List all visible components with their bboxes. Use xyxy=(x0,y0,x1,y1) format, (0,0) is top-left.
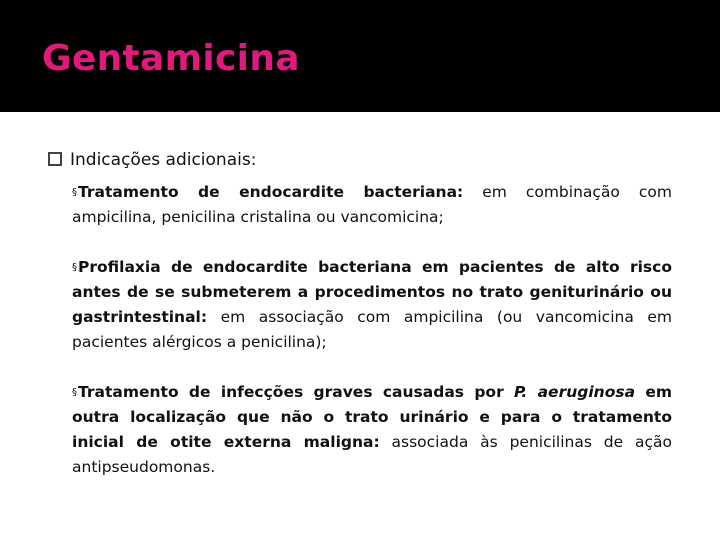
slide-title: Gentamicina xyxy=(42,38,300,79)
square-bullet-icon: § xyxy=(72,387,77,398)
item-bold-text: Tratamento de endocardite bacteriana: xyxy=(78,183,464,201)
checkbox-bullet-icon xyxy=(48,152,62,166)
item-italic-text: P. aeruginosa xyxy=(514,383,636,401)
item-text: em combinação com ampicilina, penicilina cristalina ou vancomicina; xyxy=(72,183,672,226)
item-text: em associação com ampicilina (ou vancomicina em pacientes alérgicos a penicilina); xyxy=(72,308,672,351)
title-band xyxy=(0,0,720,112)
item-bold-text: Tratamento de infecções graves causadas por xyxy=(78,383,515,401)
square-bullet-icon: § xyxy=(72,187,77,198)
item-text: associada às penicilinas de ação antipseudomonas. xyxy=(72,433,672,476)
bullet-list xyxy=(72,180,672,505)
heading xyxy=(48,150,256,170)
square-bullet-icon: § xyxy=(72,262,77,273)
list-item xyxy=(72,255,672,355)
item-bold-text: Profilaxia de endocardite bacteriana em pacientes de alto risco antes de se submeterem a procedimentos no trato geniturinário ou gastrintestinal: xyxy=(72,258,672,326)
list-item xyxy=(72,180,672,230)
item-bold-text-2: em outra localização que não o trato urinário e para o tratamento inicial de otite externa maligna: xyxy=(72,383,673,451)
list-item xyxy=(72,380,672,480)
heading-text: Indicações adicionais: xyxy=(70,150,257,170)
